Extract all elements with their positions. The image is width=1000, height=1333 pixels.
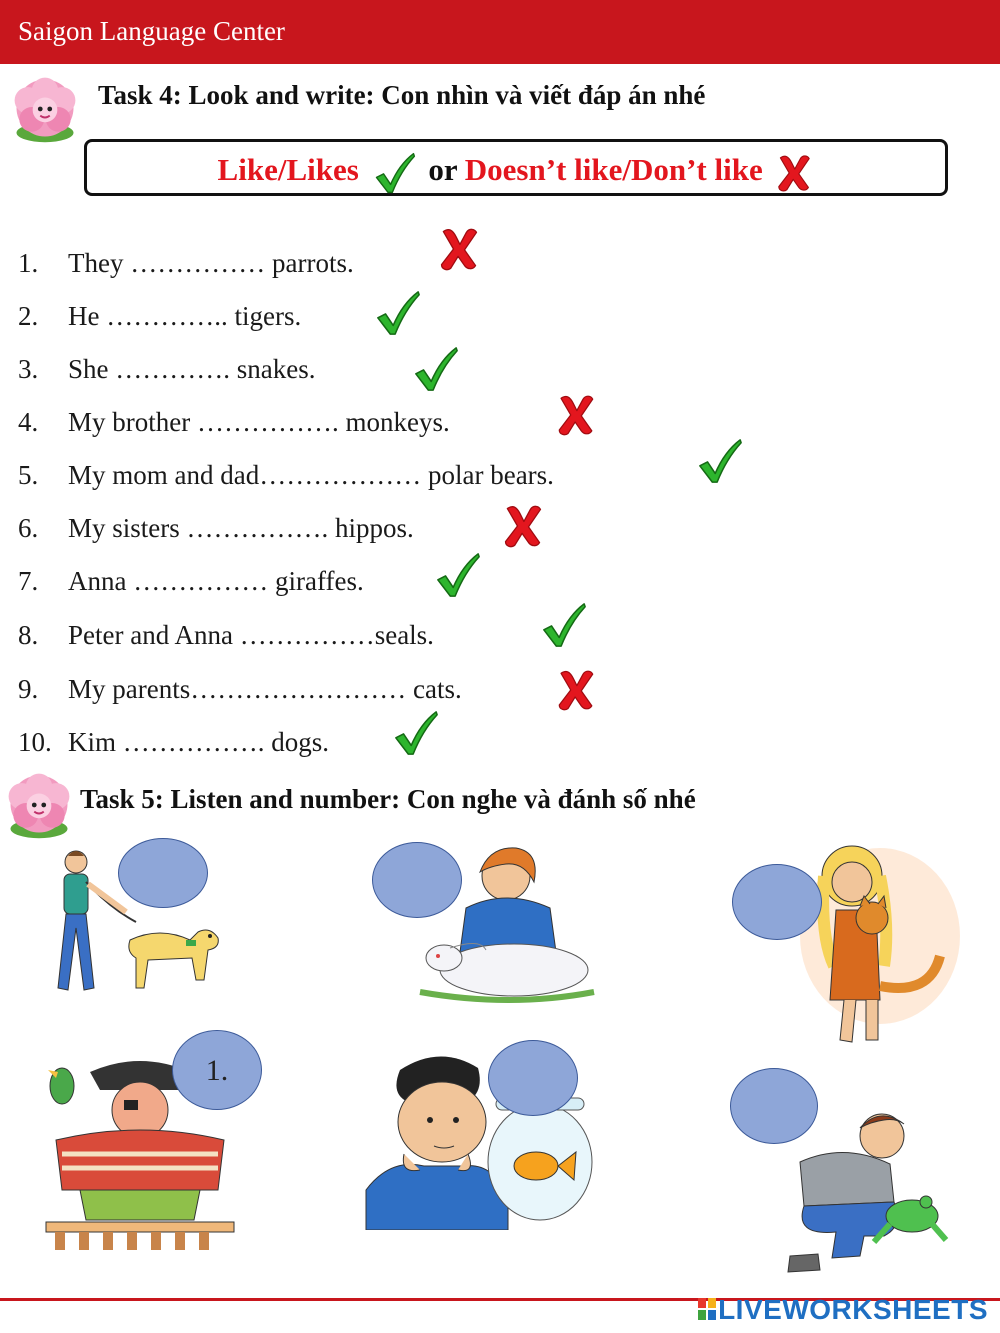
- cross-icon: [554, 391, 598, 439]
- check-icon: [374, 288, 422, 338]
- liveworksheets-logo[interactable]: [698, 1294, 988, 1326]
- item-number: 1.: [18, 248, 39, 278]
- liveworksheets-icon: [698, 1296, 716, 1322]
- logo-text: LIVEWORKSHEETS: [718, 1294, 988, 1325]
- check-icon: [392, 708, 440, 758]
- answer-bubble[interactable]: [730, 1068, 818, 1144]
- flower-icon: [0, 766, 78, 842]
- legend-or: or: [428, 152, 458, 188]
- item-sentence: My mom and dad……………… polar bears.: [68, 460, 554, 490]
- answer-bubble[interactable]: [372, 842, 462, 918]
- check-icon: [696, 436, 744, 486]
- item-sentence: She …………. snakes.: [68, 354, 316, 384]
- answer-bubble[interactable]: [118, 838, 208, 908]
- check-icon: [540, 600, 588, 650]
- item-sentence: My brother ……………. monkeys.: [68, 407, 450, 437]
- item-number: 4.: [18, 407, 39, 437]
- flower-icon: [6, 70, 84, 146]
- legend-box: [84, 139, 948, 196]
- item-sentence: Kim ……………. dogs.: [68, 727, 330, 757]
- list-item: [18, 727, 329, 758]
- girl-hugging-cat-illustration: [780, 836, 980, 1050]
- cross-icon: [436, 224, 482, 274]
- cross-icon: [774, 151, 814, 195]
- item-number: 8.: [18, 620, 39, 650]
- item-number: 2.: [18, 301, 39, 331]
- list-item: [18, 460, 554, 491]
- item-number: 9.: [18, 674, 39, 704]
- bubble-number: 1.: [205, 1054, 229, 1087]
- answer-bubble[interactable]: [488, 1040, 578, 1116]
- check-icon: [434, 550, 482, 600]
- item-number: 6.: [18, 513, 39, 543]
- page-header: [0, 0, 1000, 64]
- legend-like: Like/Likes: [217, 152, 359, 188]
- list-item: [18, 354, 315, 385]
- task4-title: Task 4: Look and write: Con nhìn và viết đáp án nhé: [98, 80, 706, 110]
- answer-bubble[interactable]: [172, 1030, 262, 1110]
- list-item: [18, 620, 434, 651]
- item-number: 3.: [18, 354, 39, 384]
- list-item: [18, 674, 462, 705]
- legend-dislike: Doesn’t like/Don’t like: [464, 152, 763, 188]
- item-number: 10.: [18, 727, 52, 757]
- item-number: 5.: [18, 460, 39, 490]
- item-sentence: He ………….. tigers.: [68, 301, 302, 331]
- list-item: [18, 566, 364, 597]
- list-item: [18, 301, 301, 332]
- item-sentence: My sisters ……………. hippos.: [68, 513, 414, 543]
- answer-bubble[interactable]: [732, 864, 822, 940]
- item-sentence: Anna …………… giraffes.: [68, 566, 364, 596]
- cross-icon: [554, 666, 598, 714]
- item-sentence: They …………… parrots.: [68, 248, 354, 278]
- check-icon: [412, 344, 460, 394]
- list-item: [18, 248, 354, 279]
- list-item: [18, 513, 414, 544]
- cross-icon: [500, 502, 546, 550]
- item-sentence: Peter and Anna ……………seals.: [68, 620, 434, 650]
- item-number: 7.: [18, 566, 39, 596]
- item-sentence: My parents…………………… cats.: [68, 674, 462, 704]
- header-title: Saigon Language Center: [18, 16, 285, 46]
- check-icon: [373, 151, 417, 195]
- legend-text: [87, 151, 945, 195]
- list-item: [18, 407, 450, 438]
- task5-title: Task 5: Listen and number: Con nghe và đánh số nhé: [80, 784, 696, 814]
